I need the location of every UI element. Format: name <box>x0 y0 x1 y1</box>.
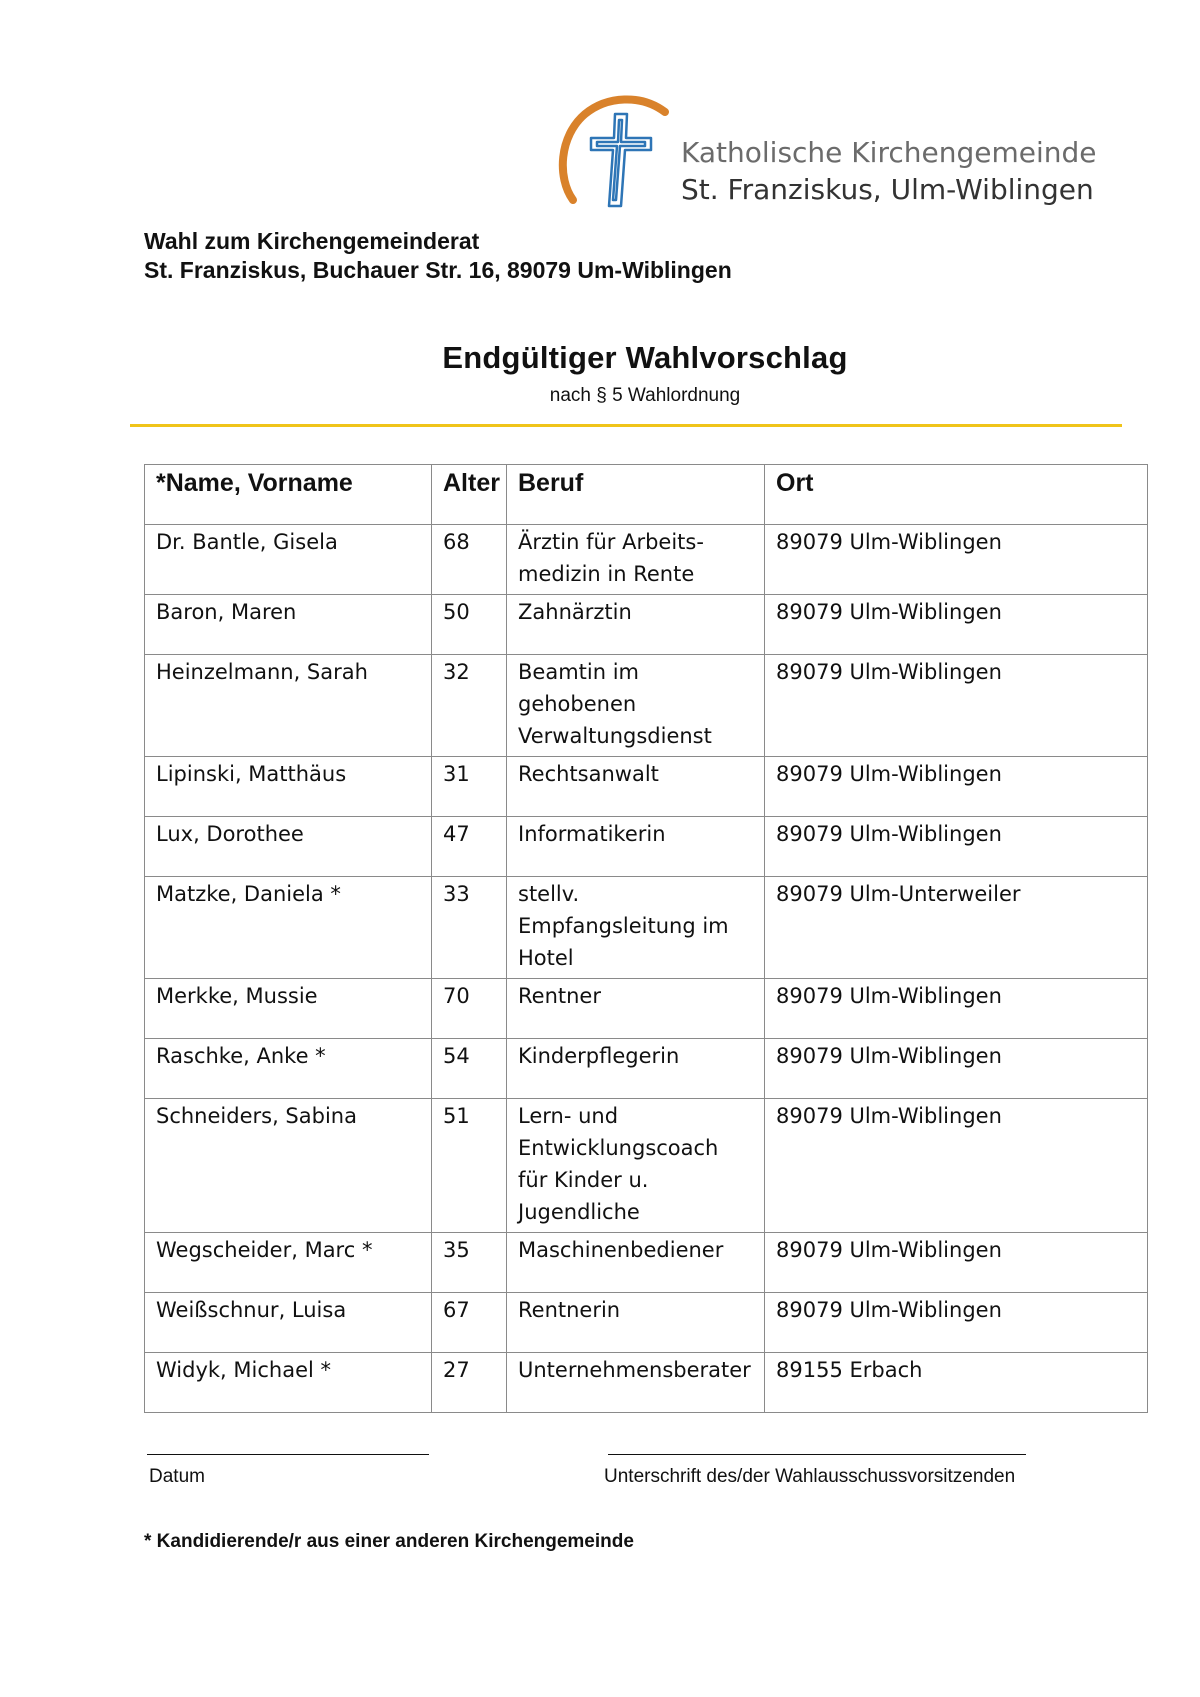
cell-age: 67 <box>432 1293 507 1353</box>
cell-location: 89079 Ulm-Unterweiler <box>765 877 1148 979</box>
date-signature-line <box>147 1454 429 1455</box>
cell-age: 68 <box>432 525 507 595</box>
table-row <box>145 979 1148 1039</box>
cell-name: Weißschnur, Luisa <box>145 1293 432 1353</box>
cell-name: Schneiders, Sabina <box>145 1099 432 1233</box>
election-title: Wahl zum Kirchengemeinderat <box>144 228 480 254</box>
cell-name: Baron, Maren <box>145 595 432 655</box>
cell-age: 47 <box>432 817 507 877</box>
cell-age: 51 <box>432 1099 507 1233</box>
cell-location: 89079 Ulm-Wiblingen <box>765 525 1148 595</box>
table-row <box>145 595 1148 655</box>
cell-profession: Rechtsanwalt <box>507 757 765 817</box>
candidates-table <box>144 464 1148 1413</box>
divider <box>130 424 1122 427</box>
cell-profession: Maschinenbediener <box>507 1233 765 1293</box>
cell-age: 54 <box>432 1039 507 1099</box>
cell-name: Lux, Dorothee <box>145 817 432 877</box>
parish-logo <box>555 88 1115 218</box>
chair-signature-line <box>608 1454 1026 1455</box>
cell-age: 70 <box>432 979 507 1039</box>
cell-name: Lipinski, Matthäus <box>145 757 432 817</box>
logo-line-location: St. Franziskus, Ulm-Wiblingen <box>681 173 1094 206</box>
cross-arc-icon <box>555 88 685 218</box>
cell-profession: Kinderpflegerin <box>507 1039 765 1099</box>
page-subtitle: nach § 5 Wahlordnung <box>549 385 741 406</box>
table-header-row <box>145 465 1148 525</box>
cell-location: 89079 Ulm-Wiblingen <box>765 1233 1148 1293</box>
table-row <box>145 1233 1148 1293</box>
cell-location: 89079 Ulm-Wiblingen <box>765 1039 1148 1099</box>
cell-location: 89079 Ulm-Wiblingen <box>765 595 1148 655</box>
cell-profession: Beamtin im gehobenen Verwaltungsdienst <box>507 655 765 757</box>
cell-location: 89079 Ulm-Wiblingen <box>765 757 1148 817</box>
cell-profession: Lern- und Entwicklungscoach für Kinder u. Jugendliche <box>507 1099 765 1233</box>
cell-location: 89079 Ulm-Wiblingen <box>765 979 1148 1039</box>
cell-age: 50 <box>432 595 507 655</box>
cell-profession: Informatikerin <box>507 817 765 877</box>
election-address: St. Franziskus, Buchauer Str. 16, 89079 Um-Wiblingen <box>144 257 732 283</box>
cell-name: Wegscheider, Marc * <box>145 1233 432 1293</box>
logo-text <box>681 134 1096 208</box>
column-header-name: *Name, Vorname <box>145 465 432 525</box>
column-header-profession: Beruf <box>507 465 765 525</box>
cell-profession: Unternehmensberater <box>507 1353 765 1413</box>
table-row <box>145 817 1148 877</box>
cell-name: Matzke, Daniela * <box>145 877 432 979</box>
cell-location: 89079 Ulm-Wiblingen <box>765 1099 1148 1233</box>
cell-profession: Rentner <box>507 979 765 1039</box>
page-title: Endgültiger Wahlvorschlag <box>442 340 848 375</box>
cell-profession: Ärztin für Arbeits-medizin in Rente <box>507 525 765 595</box>
logo-line-parish: Katholische Kirchengemeinde <box>681 136 1097 169</box>
table-row <box>145 1039 1148 1099</box>
cell-location: 89079 Ulm-Wiblingen <box>765 817 1148 877</box>
cell-name: Raschke, Anke * <box>145 1039 432 1099</box>
footnote: * Kandidierende/r aus einer anderen Kirchengemeinde <box>144 1531 634 1552</box>
cell-name: Merkke, Mussie <box>145 979 432 1039</box>
cell-name: Widyk, Michael * <box>145 1353 432 1413</box>
table-row <box>145 757 1148 817</box>
cell-age: 33 <box>432 877 507 979</box>
cell-age: 31 <box>432 757 507 817</box>
cell-profession: Zahnärztin <box>507 595 765 655</box>
election-header <box>144 227 732 285</box>
cell-age: 35 <box>432 1233 507 1293</box>
cell-profession: stellv. Empfangsleitung im Hotel <box>507 877 765 979</box>
signature-label: Unterschrift des/der Wahlausschussvorsitzenden <box>604 1466 1016 1487</box>
cell-profession: Rentnerin <box>507 1293 765 1353</box>
table-row <box>145 525 1148 595</box>
cell-age: 32 <box>432 655 507 757</box>
cell-location: 89155 Erbach <box>765 1353 1148 1413</box>
table-row <box>145 877 1148 979</box>
column-header-age: Alter <box>432 465 507 525</box>
cell-name: Dr. Bantle, Gisela <box>145 525 432 595</box>
date-label: Datum <box>149 1466 205 1487</box>
cell-name: Heinzelmann, Sarah <box>145 655 432 757</box>
table-row <box>145 655 1148 757</box>
column-header-location: Ort <box>765 465 1148 525</box>
cell-location: 89079 Ulm-Wiblingen <box>765 655 1148 757</box>
cell-age: 27 <box>432 1353 507 1413</box>
table-row <box>145 1353 1148 1413</box>
cell-location: 89079 Ulm-Wiblingen <box>765 1293 1148 1353</box>
table-row <box>145 1293 1148 1353</box>
table-row <box>145 1099 1148 1233</box>
